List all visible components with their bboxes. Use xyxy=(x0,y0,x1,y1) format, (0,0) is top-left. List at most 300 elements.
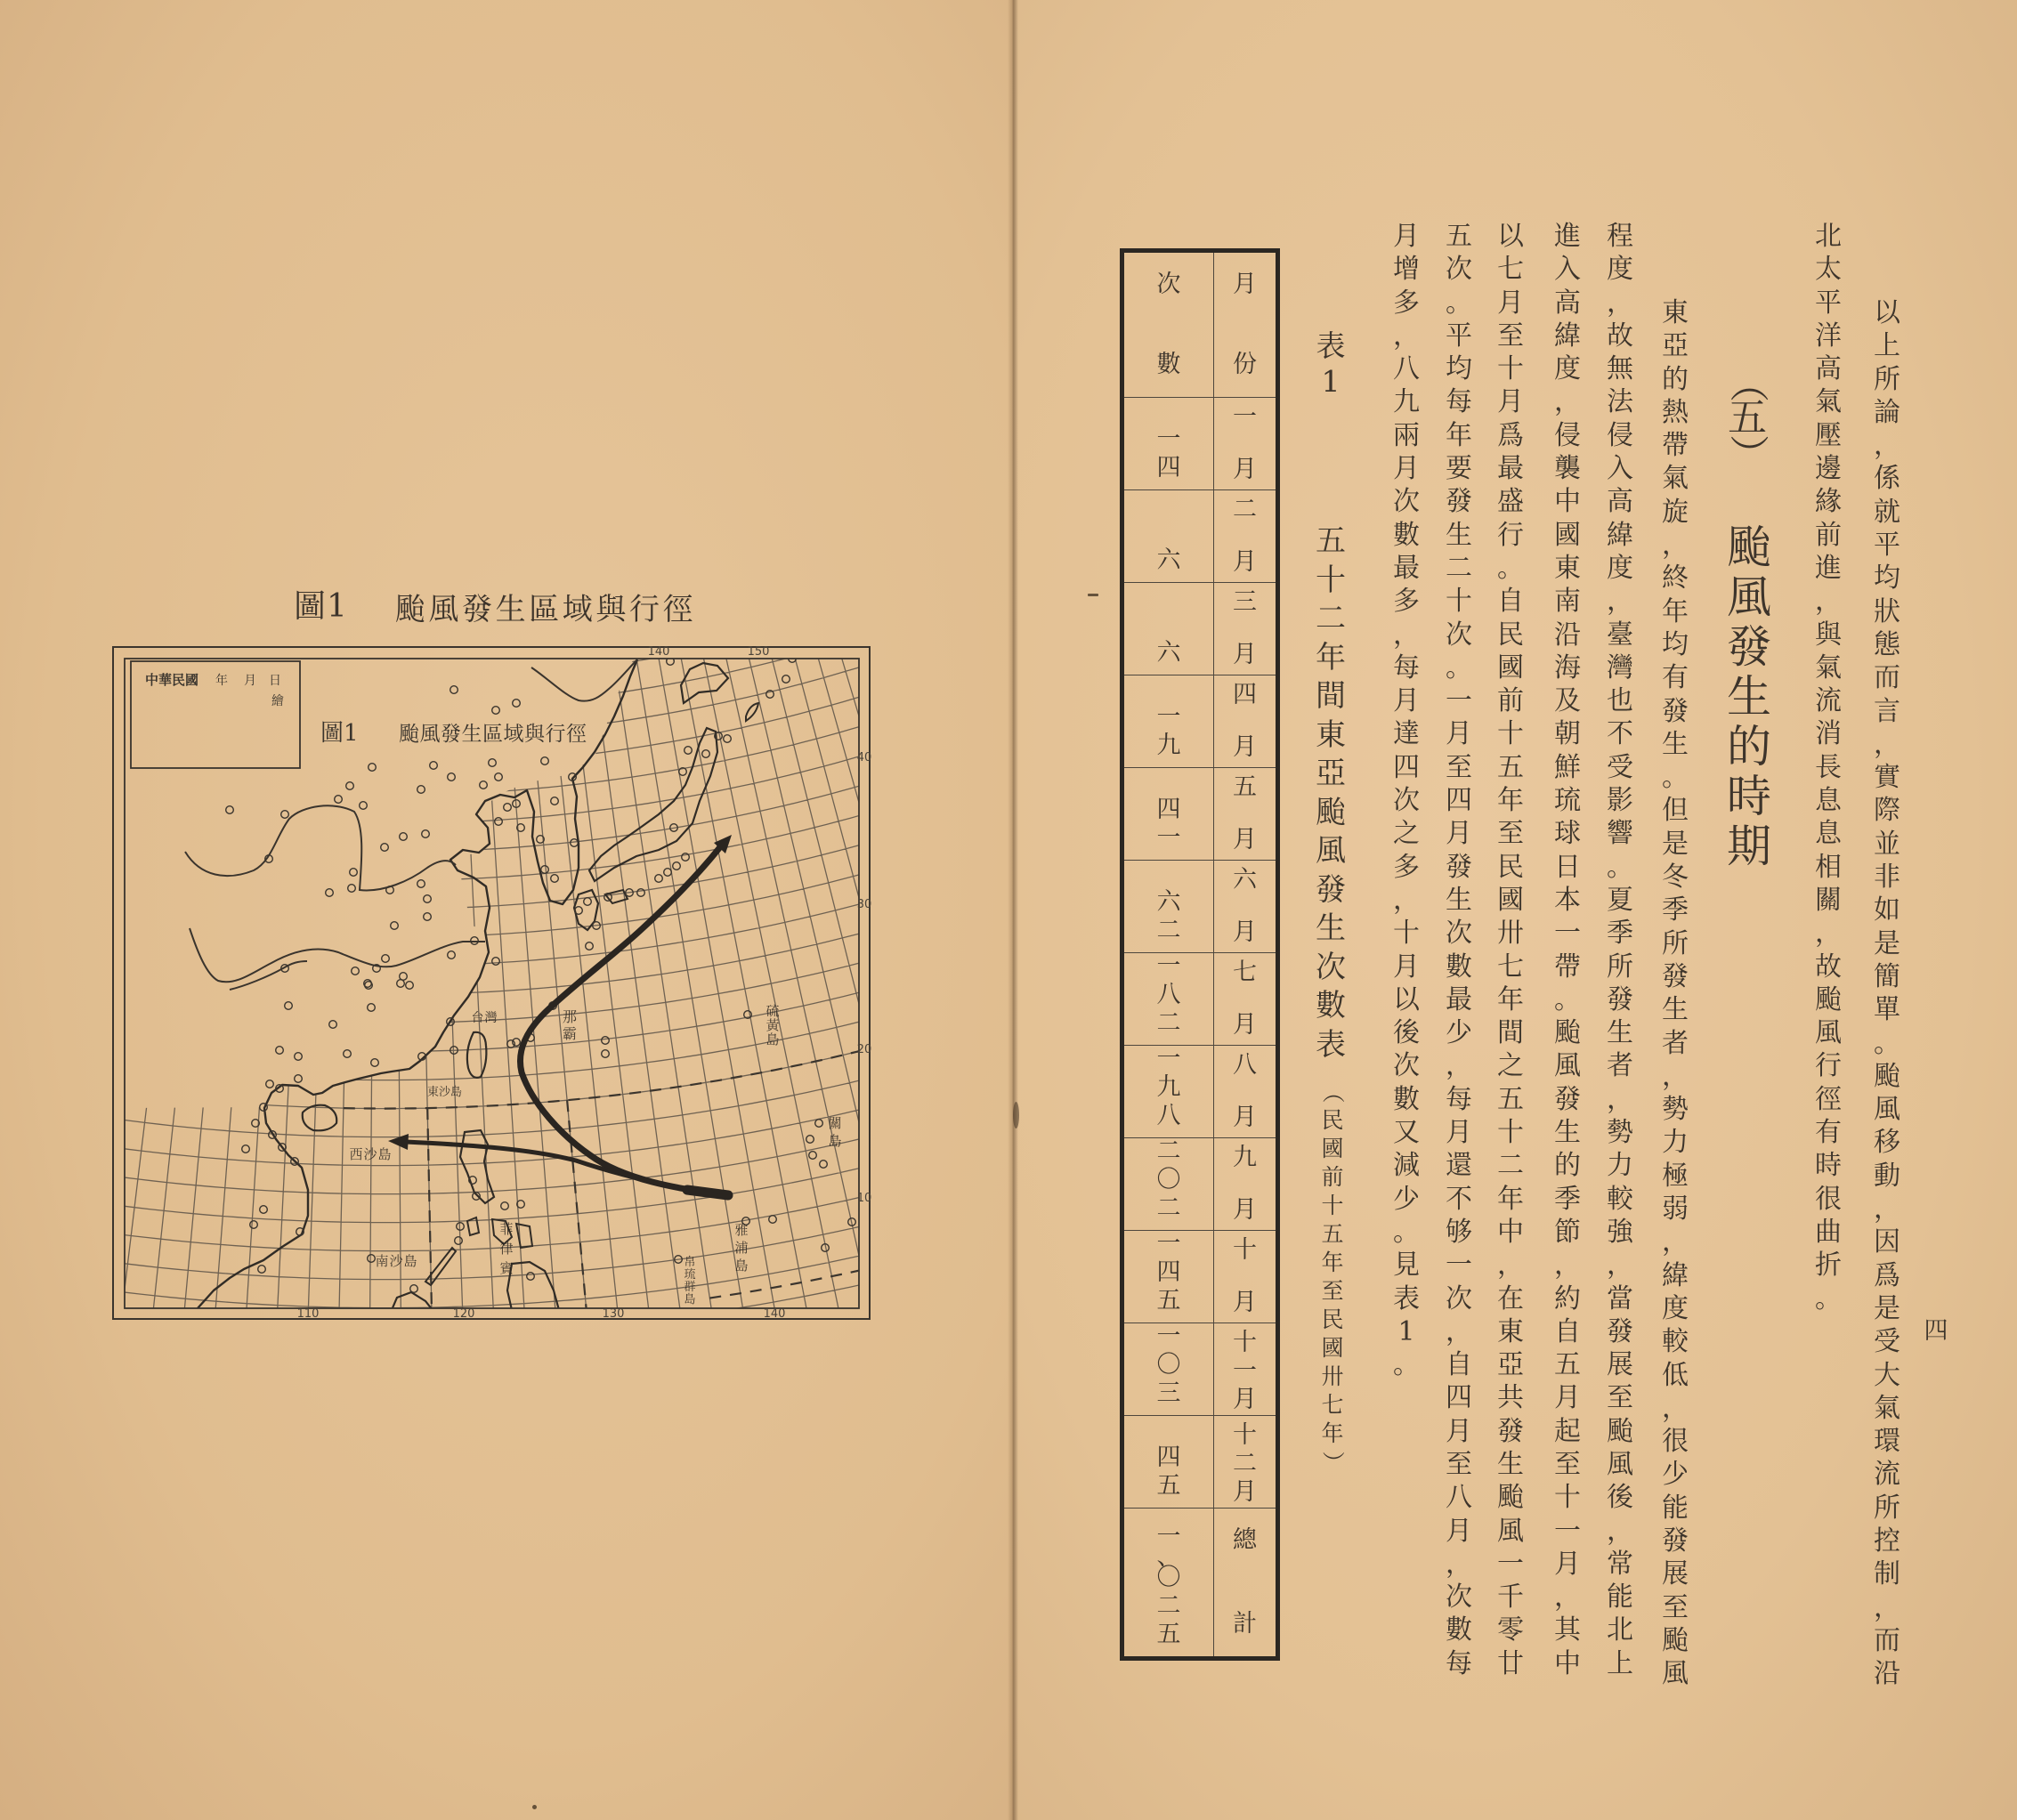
city-dot xyxy=(360,802,368,810)
glyph: 邊 xyxy=(1815,453,1842,485)
city-dot xyxy=(417,786,425,794)
lon-label-bottom-110: 110 xyxy=(296,1307,320,1321)
glyph: 氣 xyxy=(1815,651,1842,684)
inset-era: 中華民國 xyxy=(145,672,199,688)
glyph: 臺 xyxy=(1607,619,1633,651)
glyph: 但 xyxy=(1662,795,1689,827)
glyph: 進 xyxy=(1815,552,1842,584)
city-dot xyxy=(382,955,390,963)
glyph: 八 xyxy=(1233,1051,1257,1079)
glyph: 次 xyxy=(1446,619,1472,651)
glyph: 年 xyxy=(1321,1250,1344,1275)
glyph: 十 xyxy=(1321,1193,1344,1218)
city-dot xyxy=(285,1002,293,1010)
glyph: 生 xyxy=(1554,1117,1581,1149)
glyph: 。 xyxy=(1497,552,1524,584)
city-dot xyxy=(702,750,710,758)
glyph: 總 xyxy=(1233,1526,1257,1554)
glyph: 有 xyxy=(1662,662,1689,694)
glyph: 一 xyxy=(1497,1548,1524,1580)
glyph: ， xyxy=(1874,1193,1900,1225)
glyph: 。 xyxy=(1393,1216,1420,1248)
glyph: 單 xyxy=(1874,994,1900,1026)
city-dot xyxy=(782,675,790,684)
glyph: 島 xyxy=(377,1146,392,1162)
glyph: 民 xyxy=(1497,851,1524,883)
city-markers xyxy=(226,655,856,1293)
city-dot xyxy=(406,982,414,990)
glyph: 次 xyxy=(1446,254,1472,286)
glyph: 少 xyxy=(1393,1183,1420,1215)
glyph: 七 xyxy=(1497,950,1524,983)
glyph: 強 xyxy=(1607,1216,1633,1248)
table-cell-count xyxy=(1124,1137,1213,1230)
map-title-text: 颱風發生區域與行徑 xyxy=(399,723,587,746)
glyph: 次 xyxy=(1316,949,1346,985)
glyph: 十 xyxy=(1233,1421,1257,1449)
city-dot xyxy=(326,889,334,897)
city-dot xyxy=(391,922,399,930)
glyph: 低 xyxy=(1662,1359,1689,1391)
glyph: ， xyxy=(1874,728,1900,760)
body-text-column xyxy=(1600,220,1640,1680)
glyph: 。 xyxy=(1874,1027,1900,1059)
glyph: 共 xyxy=(1497,1382,1524,1414)
city-dot xyxy=(350,869,358,877)
glyph: 帶 xyxy=(1662,430,1689,462)
glyph: ， xyxy=(1393,884,1420,916)
glyph: 發 xyxy=(1446,486,1472,518)
glyph: 極 xyxy=(1662,1160,1689,1192)
glyph: 四 xyxy=(1924,1317,1948,1345)
glyph: ， xyxy=(1446,1548,1472,1580)
glyph: 國 xyxy=(1321,1136,1344,1161)
glyph: ） xyxy=(1320,1451,1346,1474)
glyph: 旋 xyxy=(1662,496,1689,528)
city-dot xyxy=(260,1104,268,1112)
glyph: ， xyxy=(1554,1250,1581,1282)
glyph: 計 xyxy=(1233,1610,1257,1638)
glyph: 月 xyxy=(1233,1386,1257,1413)
body-text-column xyxy=(1386,220,1427,1381)
glyph: 度 xyxy=(1662,1292,1689,1324)
glyph: ， xyxy=(1554,386,1581,418)
glyph: 起 xyxy=(1554,1415,1581,1447)
glyph: 展 xyxy=(1607,1349,1633,1381)
glyph: ， xyxy=(1662,530,1689,562)
glyph: 月 xyxy=(1446,818,1472,850)
glyph: 數 xyxy=(1393,1083,1420,1115)
glyph: 消 xyxy=(1815,718,1842,750)
city-dot xyxy=(480,781,488,789)
glyph: 九 xyxy=(1156,1073,1181,1101)
table-total-label xyxy=(1213,1508,1276,1656)
table-caption-title xyxy=(1310,522,1351,1064)
glyph: 琉 xyxy=(1554,785,1581,817)
table-total-count xyxy=(1124,1508,1213,1656)
glyph: 均 xyxy=(1446,353,1472,385)
glyph: 五 xyxy=(1156,1287,1181,1314)
glyph: 沙 xyxy=(363,1146,377,1162)
glyph: 月 xyxy=(1233,733,1257,761)
body-text-column xyxy=(1438,220,1479,1680)
glyph: 一 xyxy=(1554,918,1581,950)
glyph: 颱 xyxy=(1815,983,1842,1015)
glyph: 二 xyxy=(1156,1194,1181,1222)
city-dot xyxy=(281,811,289,819)
glyph: 月 xyxy=(1446,1515,1472,1547)
glyph: 月 xyxy=(1233,271,1257,298)
glyph: 月 xyxy=(1233,826,1257,853)
glyph: （ xyxy=(1725,363,1770,402)
glyph: 帛 xyxy=(684,1256,696,1269)
book-gutter xyxy=(1008,0,1018,1820)
glyph: 有 xyxy=(1815,1117,1842,1149)
glyph: 發 xyxy=(461,592,492,627)
table-cell-month xyxy=(1213,582,1276,675)
glyph: 最 xyxy=(1497,453,1524,485)
glyph: 四 xyxy=(1446,785,1472,817)
island-taiwan xyxy=(467,1032,487,1078)
glyph: 生 xyxy=(1662,728,1689,760)
city-dot xyxy=(258,1266,266,1274)
glyph: ） xyxy=(1725,434,1770,473)
glyph: 南 xyxy=(375,1253,389,1269)
glyph: 自 xyxy=(1497,586,1524,618)
glyph: 力 xyxy=(1662,1127,1689,1159)
glyph: 生 xyxy=(1727,671,1771,723)
glyph: 西 xyxy=(349,1146,363,1162)
glyph: 次 xyxy=(1393,486,1420,518)
glyph: 至 xyxy=(1446,1448,1472,1480)
lon-label-bottom-120: 120 xyxy=(452,1307,475,1321)
glyph: 十 xyxy=(1497,353,1524,385)
glyph: 八 xyxy=(1446,1482,1472,1514)
city-dot xyxy=(455,1237,463,1245)
glyph: 五 xyxy=(1156,1472,1181,1500)
city-dot xyxy=(369,764,377,772)
glyph: 二 xyxy=(1156,1009,1181,1037)
glyph: 關 xyxy=(828,1115,842,1131)
glyph: 一 xyxy=(1156,952,1181,980)
glyph: 移 xyxy=(1874,1127,1900,1159)
glyph: 月 xyxy=(1554,1548,1581,1580)
glyph: 次 xyxy=(1393,785,1420,817)
glyph: 較 xyxy=(1607,1183,1633,1215)
glyph: 颱 xyxy=(1497,1482,1524,1514)
glyph: 態 xyxy=(1874,628,1900,660)
glyph: 襲 xyxy=(1554,453,1581,485)
glyph: 多 xyxy=(1393,586,1420,618)
glyph: 節 xyxy=(1554,1216,1581,1248)
city-dot xyxy=(450,686,458,694)
glyph: 不 xyxy=(1446,1183,1472,1215)
city-dot xyxy=(368,1255,376,1263)
glyph: 〇 xyxy=(1156,1351,1181,1379)
glyph: ， xyxy=(1607,1250,1633,1282)
glyph: 國 xyxy=(1497,884,1524,916)
glyph: 者 xyxy=(1607,1050,1633,1082)
typhoon-track-westward xyxy=(406,1142,728,1197)
glyph: 所 xyxy=(1874,1492,1900,1524)
glyph: 前 xyxy=(1497,685,1524,717)
glyph: 五 xyxy=(1497,751,1524,783)
glyph: 是 xyxy=(1874,927,1900,959)
glyph: 浦 xyxy=(734,1240,749,1256)
glyph: ， xyxy=(1662,1226,1689,1258)
table-cell-count xyxy=(1124,1230,1213,1323)
glyph: 月 xyxy=(1393,685,1420,717)
glyph: 受 xyxy=(1874,1326,1900,1358)
glyph: 十 xyxy=(1446,586,1472,618)
glyph: 生 xyxy=(1607,1017,1633,1049)
city-dot xyxy=(541,866,549,874)
glyph: 一 xyxy=(1156,1230,1181,1258)
glyph: 之 xyxy=(1393,818,1420,850)
glyph: 發 xyxy=(1607,983,1633,1015)
glyph: 係 xyxy=(1874,463,1900,495)
map-title-label: 圖1 xyxy=(320,720,359,747)
glyph: 見 xyxy=(1393,1250,1420,1282)
glyph: ， xyxy=(1393,320,1420,352)
glyph: 間 xyxy=(1316,678,1346,714)
island-honshu xyxy=(589,728,717,881)
glyph: 增 xyxy=(1393,254,1420,286)
glyph: 廿 xyxy=(1497,1647,1524,1679)
glyph: 大 xyxy=(1874,1359,1900,1391)
glyph: 息 xyxy=(1815,818,1842,850)
glyph: 一 xyxy=(1156,703,1181,731)
glyph: 言 xyxy=(1874,695,1900,727)
glyph: 又 xyxy=(1393,1117,1420,1149)
glyph: 氣 xyxy=(1874,1392,1900,1424)
glyph: 五 xyxy=(1316,523,1346,559)
glyph: 長 xyxy=(1815,751,1842,783)
glyph: 二 xyxy=(1316,601,1346,636)
glyph: 台 xyxy=(471,1011,484,1025)
glyph: 與 xyxy=(1815,619,1842,651)
glyph: 東 xyxy=(427,1086,440,1099)
city-dot xyxy=(381,844,389,852)
glyph: 息 xyxy=(1815,785,1842,817)
glyph: 達 xyxy=(1393,718,1420,750)
glyph: 一 xyxy=(1156,1323,1181,1350)
glyph: 民 xyxy=(1497,619,1524,651)
glyph: 颱 xyxy=(1554,1017,1581,1049)
glyph: 前 xyxy=(1321,1164,1344,1190)
glyph: 所 xyxy=(1662,927,1689,959)
glyph: 終 xyxy=(1662,562,1689,595)
glyph: 月 xyxy=(1233,1196,1257,1224)
glyph: 故 xyxy=(1815,950,1842,983)
glyph: 中 xyxy=(1554,486,1581,518)
glyph: 。 xyxy=(1815,1282,1842,1314)
glyph: 四 xyxy=(1156,1444,1181,1471)
city-dot xyxy=(501,1202,509,1210)
glyph: 勢 xyxy=(1607,1117,1633,1149)
glyph: 高 xyxy=(1607,486,1633,518)
glyph: 八 xyxy=(1393,353,1420,385)
city-dot xyxy=(541,757,549,765)
glyph: 北 xyxy=(1607,1614,1633,1646)
glyph: 與 xyxy=(595,592,627,627)
table-cell-month xyxy=(1213,1230,1276,1323)
glyph: 二 xyxy=(1233,1450,1257,1477)
glyph: （ xyxy=(1320,1080,1346,1104)
glyph: 颱 xyxy=(1874,1060,1900,1092)
river-yangtze xyxy=(190,928,485,982)
glyph: 後 xyxy=(1607,1482,1633,1514)
city-dot xyxy=(513,1039,521,1047)
glyph: 次 xyxy=(1446,918,1472,950)
glyph: ， xyxy=(1815,586,1842,618)
city-dot xyxy=(586,942,594,950)
glyph: 非 xyxy=(1874,861,1900,894)
glyph: 氣 xyxy=(1662,463,1689,495)
glyph: 至 xyxy=(1497,818,1524,850)
glyph: 〇 xyxy=(1156,1166,1181,1193)
glyph: 月 xyxy=(1233,548,1257,576)
glyph: 後 xyxy=(1393,1017,1420,1049)
glyph: 季 xyxy=(1554,1183,1581,1215)
glyph: ， xyxy=(1874,430,1900,462)
glyph: 中 xyxy=(1497,1216,1524,1248)
glyph: 太 xyxy=(1815,254,1842,286)
glyph: 日 xyxy=(1554,851,1581,883)
glyph: 所 xyxy=(1607,950,1633,983)
glyph: 緯 xyxy=(1607,519,1633,551)
glyph: 常 xyxy=(1607,1548,1633,1580)
table-cell-month xyxy=(1213,952,1276,1045)
city-dot xyxy=(673,862,681,870)
glyph: 每 xyxy=(1393,651,1420,684)
glyph: 年 xyxy=(1446,419,1472,451)
glyph: 卅 xyxy=(1321,1363,1344,1389)
city-dot xyxy=(602,1050,610,1058)
table-cell-month xyxy=(1213,397,1276,489)
table-caption-label xyxy=(1310,328,1351,400)
glyph: 亞 xyxy=(1497,1349,1524,1381)
glyph: 生 xyxy=(1662,994,1689,1026)
glyph: 黃 xyxy=(765,1017,780,1033)
glyph: 風 xyxy=(1874,1094,1900,1126)
table-header-month xyxy=(1213,253,1276,397)
city-dot xyxy=(424,913,432,921)
glyph: 月 xyxy=(1446,718,1472,750)
table-cell-month xyxy=(1213,1045,1276,1137)
glyph: ， xyxy=(1393,619,1420,651)
table-cell-count xyxy=(1124,767,1213,860)
map-label-palau xyxy=(669,1257,710,1306)
glyph: 高 xyxy=(1554,287,1581,319)
map-label-nansha xyxy=(375,1253,417,1269)
glyph: 四 xyxy=(1446,1382,1472,1414)
table-cell-month xyxy=(1213,489,1276,582)
glyph: 島 xyxy=(828,1133,842,1149)
glyph: 東 xyxy=(1554,552,1581,584)
glyph: 每 xyxy=(1446,386,1472,418)
glyph: ， xyxy=(1446,1315,1472,1347)
glyph: 行 xyxy=(628,592,660,627)
glyph: 均 xyxy=(1874,562,1900,595)
glyph: 而 xyxy=(1874,662,1900,694)
glyph: 中 xyxy=(1554,1647,1581,1679)
glyph: 四 xyxy=(1156,1258,1181,1286)
city-dot xyxy=(575,907,583,915)
city-dot xyxy=(400,833,408,841)
map-label-philippines xyxy=(486,1219,527,1278)
glyph: 島 xyxy=(403,1253,417,1269)
glyph: 響 xyxy=(1607,818,1633,850)
city-dot xyxy=(329,1021,337,1029)
glyph: 島 xyxy=(734,1258,749,1274)
glyph: 月 xyxy=(1233,456,1257,483)
glyph: 三 xyxy=(1156,1379,1181,1407)
ink-dot xyxy=(532,1805,537,1809)
glyph: 颱 xyxy=(1316,794,1346,830)
table-caption-note xyxy=(1312,1078,1353,1476)
city-dot xyxy=(266,1080,274,1088)
city-dot xyxy=(422,830,430,838)
glyph: 相 xyxy=(1815,851,1842,883)
glyph: 時 xyxy=(1727,771,1771,822)
glyph: 〇 xyxy=(1156,1564,1181,1591)
glyph: 時 xyxy=(1815,1150,1842,1182)
table-cell-count xyxy=(1124,860,1213,952)
table-cell-count xyxy=(1124,397,1213,489)
glyph: 當 xyxy=(1607,1282,1633,1314)
glyph: 。 xyxy=(1446,651,1472,684)
glyph: 九 xyxy=(1393,386,1420,418)
glyph: 進 xyxy=(1554,221,1581,252)
table-cell-month xyxy=(1213,675,1276,767)
glyph: 在 xyxy=(1497,1282,1524,1314)
glyph: 沙 xyxy=(389,1253,403,1269)
island-kyushu xyxy=(574,890,598,930)
glyph: 群 xyxy=(684,1281,696,1294)
glyph: 至 xyxy=(1554,1448,1581,1480)
glyph: 一 xyxy=(1156,824,1181,852)
city-dot xyxy=(489,759,497,767)
glyph: 本 xyxy=(1554,884,1581,916)
glyph: 次 xyxy=(1393,1050,1420,1082)
glyph: ， xyxy=(1607,1083,1633,1115)
table-cell-count xyxy=(1124,582,1213,675)
glyph: 關 xyxy=(1815,884,1842,916)
glyph: 也 xyxy=(1607,685,1633,717)
glyph: 民 xyxy=(1321,1306,1344,1332)
glyph: 每 xyxy=(1446,1647,1472,1679)
glyph: ， xyxy=(1662,1392,1689,1424)
glyph: 風 xyxy=(1815,1017,1842,1049)
glyph: 六 xyxy=(1233,866,1257,894)
city-dot xyxy=(584,898,592,906)
island-hokkaido xyxy=(681,663,728,703)
glyph: 每 xyxy=(1446,1083,1472,1115)
glyph: 八 xyxy=(1156,981,1181,1008)
glyph: 曲 xyxy=(1815,1216,1842,1248)
city-dot xyxy=(424,895,432,903)
glyph: 盛 xyxy=(1497,486,1524,518)
city-dot xyxy=(664,869,672,877)
glyph: 月 xyxy=(1393,950,1420,983)
glyph: 氣 xyxy=(1815,386,1842,418)
glyph: 而 xyxy=(1874,1624,1900,1656)
body-text-column xyxy=(1808,220,1849,1315)
glyph: 十 xyxy=(1554,1482,1581,1514)
glyph: 月 xyxy=(1393,453,1420,485)
glyph: 少 xyxy=(1662,1459,1689,1491)
